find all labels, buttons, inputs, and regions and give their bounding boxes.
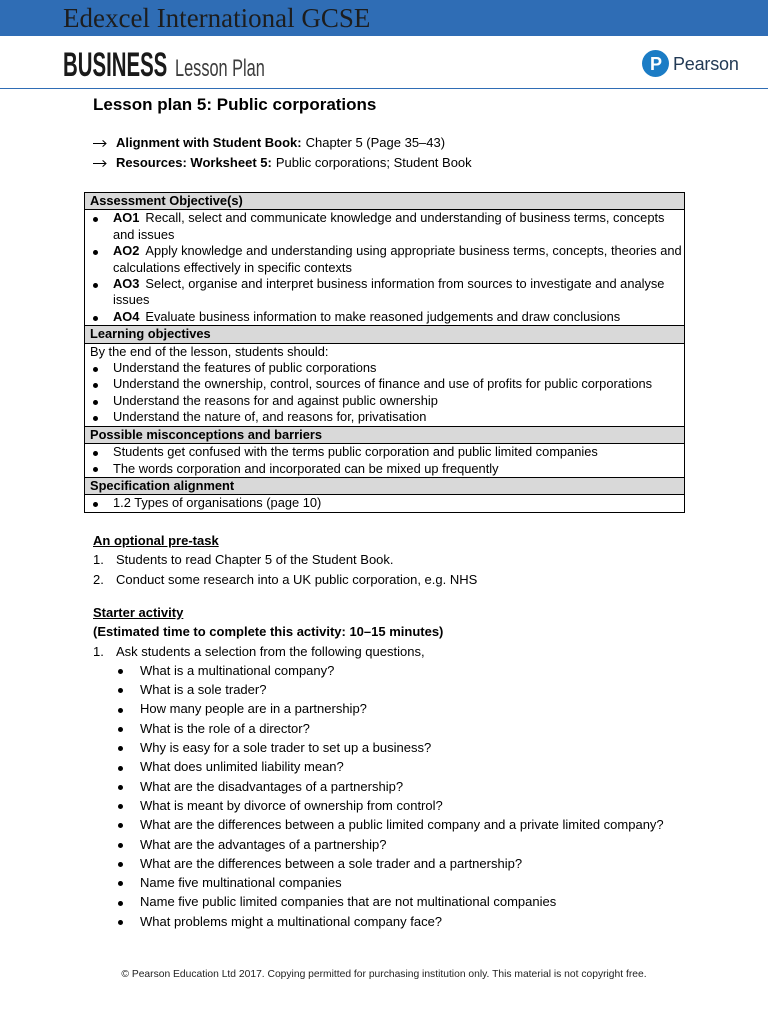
learning-objectives-cell xyxy=(85,343,685,426)
misconception-item: Students get confused with the terms public corporation and public limited companies xyxy=(113,444,682,460)
specification-list xyxy=(90,495,682,511)
qualification-title: Edexcel International GCSE xyxy=(63,3,371,33)
question-item: What are the differences between a public limited company and a private limited company? xyxy=(140,815,664,834)
pretask-heading: An optional pre-task xyxy=(93,533,219,548)
step-number: 2. xyxy=(93,571,104,587)
question-item: What does unlimited liability mean? xyxy=(140,757,664,776)
pretask-step xyxy=(93,550,477,569)
misconceptions-cell xyxy=(85,444,685,478)
lesson-meta xyxy=(93,133,472,173)
assessment-objective xyxy=(113,210,682,243)
learning-objectives-list xyxy=(90,360,682,426)
right-arrow-icon xyxy=(93,159,116,168)
learning-objective: Understand the reasons for and against public ownership xyxy=(113,393,682,409)
question-item: What are the disadvantages of a partnership? xyxy=(140,777,664,796)
table-heading-misconceptions: Possible misconceptions and barriers xyxy=(85,426,685,443)
meta-row-resources xyxy=(93,153,472,173)
pretask-step xyxy=(93,570,477,589)
meta-value: Public corporations; Student Book xyxy=(275,155,472,170)
table-heading-specification: Specification alignment xyxy=(85,477,685,494)
objective-code: AO1 xyxy=(113,210,140,226)
pretask-section xyxy=(93,531,477,589)
page-title: Lesson plan 5: Public corporations xyxy=(93,95,377,114)
meta-row-alignment xyxy=(93,133,472,153)
table-heading-learning-objectives: Learning objectives xyxy=(85,326,685,343)
objective-text: Apply knowledge and understanding using appropriate business terms, concepts, theories and calculations effectively in specific contexts xyxy=(113,243,682,275)
logo-mark: P xyxy=(649,53,662,74)
step-number: 1. xyxy=(93,552,104,568)
meta-label: Resources: Worksheet 5: xyxy=(116,155,272,170)
question-item: What problems might a multinational company face? xyxy=(140,912,664,931)
pearson-logo-icon xyxy=(642,50,669,77)
step-number: 1. xyxy=(93,643,104,659)
objective-code: AO4 xyxy=(113,308,140,324)
question-item: How many people are in a partnership? xyxy=(140,699,664,718)
assessment-objectives-list xyxy=(90,210,682,325)
objective-code: AO2 xyxy=(113,243,140,259)
assessment-objectives-cell xyxy=(85,210,685,326)
misconception-item: The words corporation and incorporated can be mixed up frequently xyxy=(113,461,682,477)
starter-questions-list xyxy=(140,661,664,931)
learning-objective: Understand the features of public corporations xyxy=(113,360,682,376)
specification-item: 1.2 Types of organisations (page 10) xyxy=(113,495,682,511)
question-item: What are the advantages of a partnership? xyxy=(140,835,664,854)
question-item: What are the differences between a sole trader and a partnership? xyxy=(140,854,664,873)
step-text: Ask students a selection from the following questions, xyxy=(116,643,425,659)
subject-title: BUSINESS xyxy=(63,46,168,84)
question-item: What is the role of a director? xyxy=(140,719,664,738)
question-item: Why is easy for a sole trader to set up a business? xyxy=(140,738,664,757)
objective-text: Select, organise and interpret business information from sources to investigate and analyse issues xyxy=(113,276,665,308)
objective-text: Recall, select and communicate knowledge and understanding of business terms, concepts and issues xyxy=(113,210,665,242)
header-banner xyxy=(0,0,768,36)
header-divider xyxy=(0,88,768,89)
objective-code: AO3 xyxy=(113,276,140,292)
question-item: Name five public limited companies that are not multinational companies xyxy=(140,892,664,911)
copyright-footer: © Pearson Education Ltd 2017. Copying permitted for purchasing institution only. This material is not copyright free. xyxy=(121,969,647,980)
assessment-objective xyxy=(113,276,682,309)
starter-step xyxy=(93,642,664,661)
learning-objective: Understand the nature of, and reasons for, privatisation xyxy=(113,409,682,425)
learning-objectives-intro: By the end of the lesson, students should: xyxy=(90,343,329,359)
meta-label: Alignment with Student Book: xyxy=(116,135,302,150)
lesson-overview-table xyxy=(84,192,685,513)
step-text: Students to read Chapter 5 of the Student Book. xyxy=(116,552,394,568)
right-arrow-icon xyxy=(93,139,116,148)
document-type-label: Lesson Plan xyxy=(175,55,265,82)
table-heading-assessment-objectives: Assessment Objective(s) xyxy=(85,193,685,210)
publisher-wordmark: Pearson xyxy=(673,54,739,74)
question-item: What is a multinational company? xyxy=(140,661,664,680)
question-item: Name five multinational companies xyxy=(140,873,664,892)
assessment-objective xyxy=(113,243,682,276)
objective-text: Evaluate business information to make reasoned judgements and draw conclusions xyxy=(145,308,621,324)
specification-cell xyxy=(85,495,685,512)
question-item: What is a sole trader? xyxy=(140,680,664,699)
misconceptions-list xyxy=(90,444,682,477)
estimated-time-note: (Estimated time to complete this activity: 10–15 minutes) xyxy=(93,624,444,640)
starter-section xyxy=(93,603,664,931)
step-text: Conduct some research into a UK public corporation, e.g. NHS xyxy=(116,571,478,587)
learning-objective: Understand the ownership, control, sources of finance and use of profits for public corporations xyxy=(113,376,682,392)
assessment-objective xyxy=(113,309,682,325)
starter-heading: Starter activity xyxy=(93,605,184,620)
meta-value: Chapter 5 (Page 35–43) xyxy=(305,135,446,150)
question-item: What is meant by divorce of ownership from control? xyxy=(140,796,664,815)
